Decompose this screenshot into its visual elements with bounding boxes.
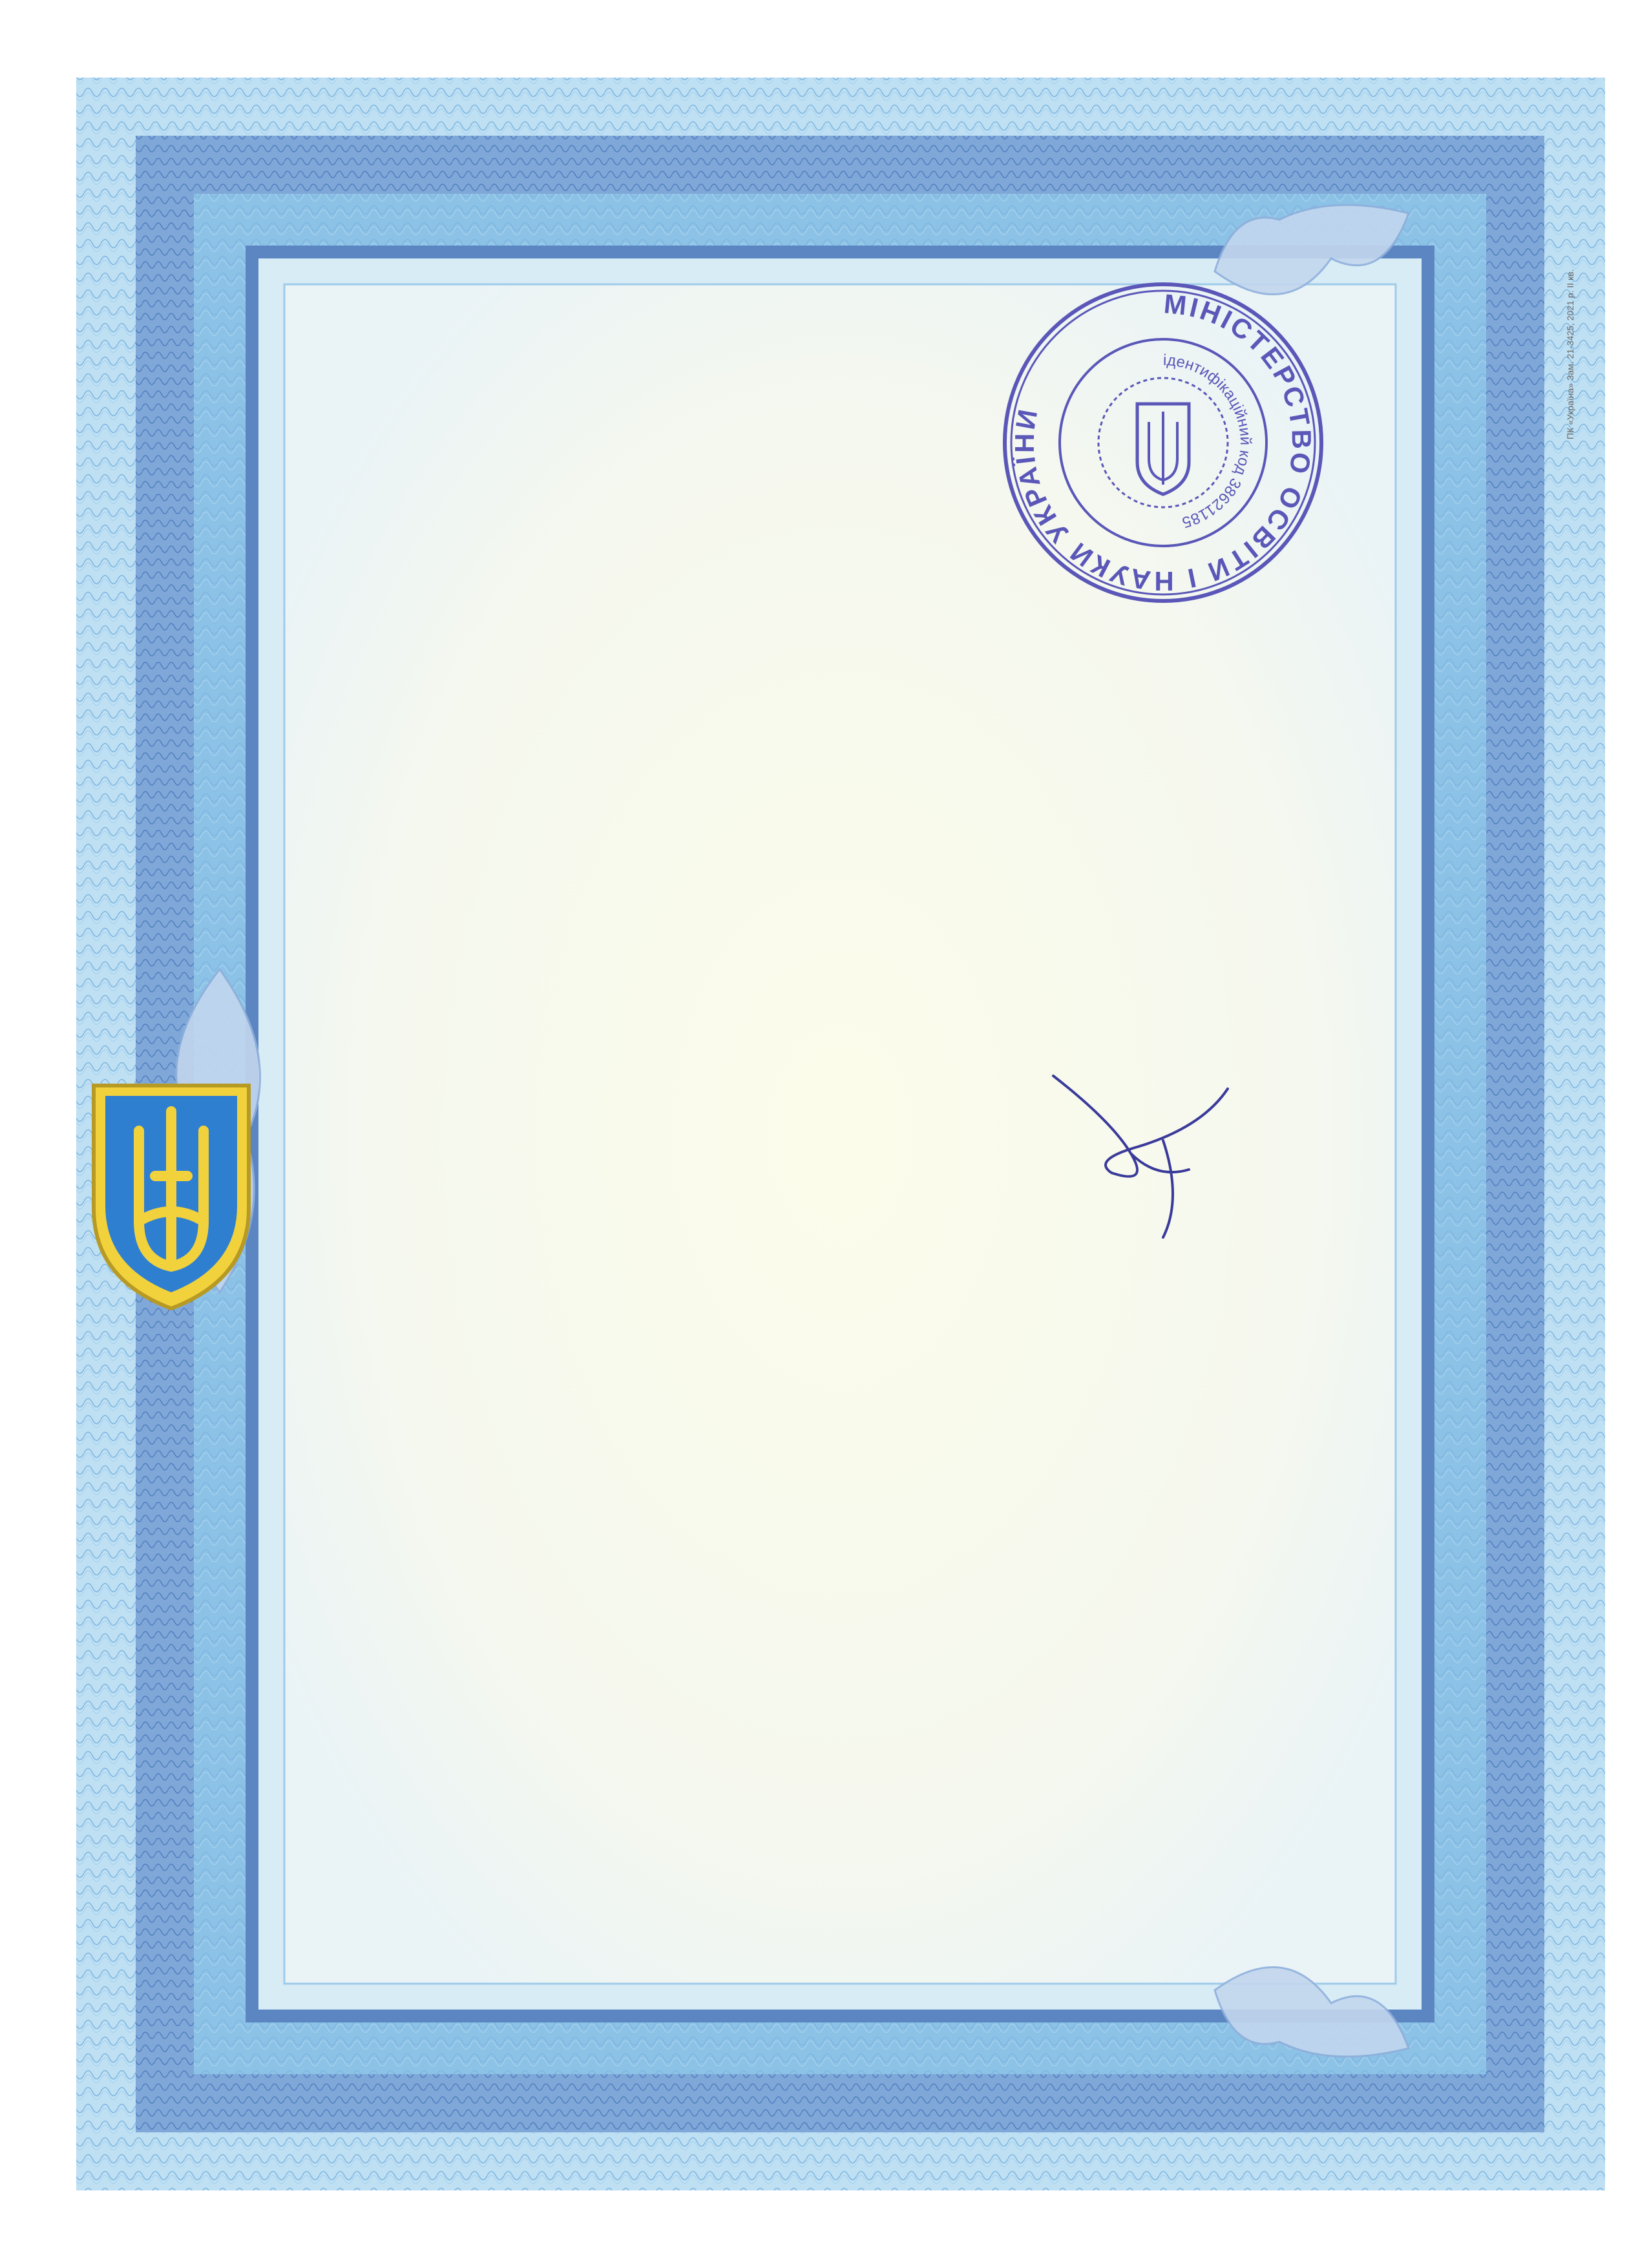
seal-outer-text: МІНІСТЕРСТВО ОСВІТИ І НАУКИ УКРАЇНИ [1009,288,1318,597]
official-seal-stamp [995,275,1331,611]
coat-of-arms-emblem [74,1073,268,1318]
minister-signature [1034,1050,1266,1244]
seal-code-text: ідентифікаційний код 38621185 [1162,351,1255,532]
printing-house-note: ПК «Україна» Зам. 21-3425, 2021 р. II кв. [1565,269,1575,439]
